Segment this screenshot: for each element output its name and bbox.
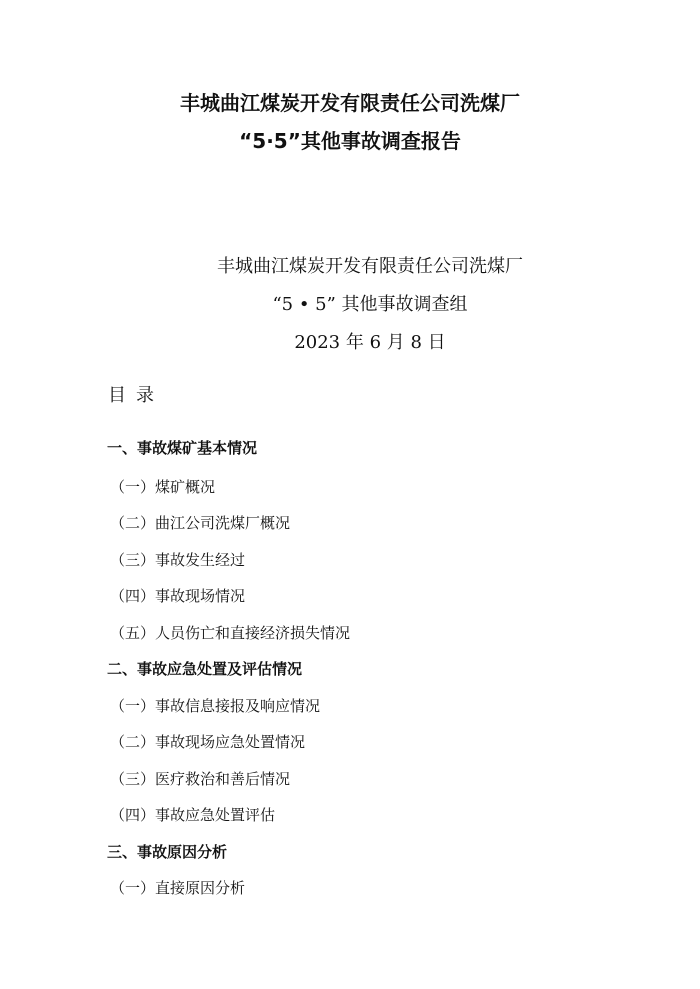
toc-item-2-4[interactable]: （四）事故应急处置评估 <box>110 806 276 824</box>
toc-item-1-4[interactable]: （四）事故现场情况 <box>110 587 246 605</box>
toc-item-1-5[interactable]: （五）人员伤亡和直接经济损失情况 <box>110 624 351 642</box>
issue-date: 2023 年 6 月 8 日 <box>294 332 446 353</box>
report-title-line-2: “5·5”其他事故调查报告 <box>239 129 461 153</box>
issuer-investigation-group: “5 • 5” 其他事故调查组 <box>272 294 468 315</box>
report-title-line-1: 丰城曲江煤炭开发有限责任公司洗煤厂 <box>180 91 520 115</box>
toc-item-2-2[interactable]: （二）事故现场应急处置情况 <box>110 733 306 751</box>
toc-item-1-3[interactable]: （三）事故发生经过 <box>110 551 246 569</box>
toc-item-2-3[interactable]: （三）医疗救治和善后情况 <box>110 770 291 788</box>
toc-item-2-1[interactable]: （一）事故信息接报及响应情况 <box>110 697 321 715</box>
issuer-organization: 丰城曲江煤炭开发有限责任公司洗煤厂 <box>217 256 523 277</box>
toc-heading: 目录 <box>108 385 164 406</box>
toc-item-1-1[interactable]: （一）煤矿概况 <box>110 478 216 496</box>
toc-section-3[interactable]: 三、事故原因分析 <box>107 843 228 861</box>
toc-section-2[interactable]: 二、事故应急处置及评估情况 <box>107 660 303 678</box>
toc-section-1[interactable]: 一、事故煤矿基本情况 <box>107 439 258 457</box>
toc-item-3-1[interactable]: （一）直接原因分析 <box>110 879 246 897</box>
toc-item-1-2[interactable]: （二）曲江公司洗煤厂概况 <box>110 514 291 532</box>
